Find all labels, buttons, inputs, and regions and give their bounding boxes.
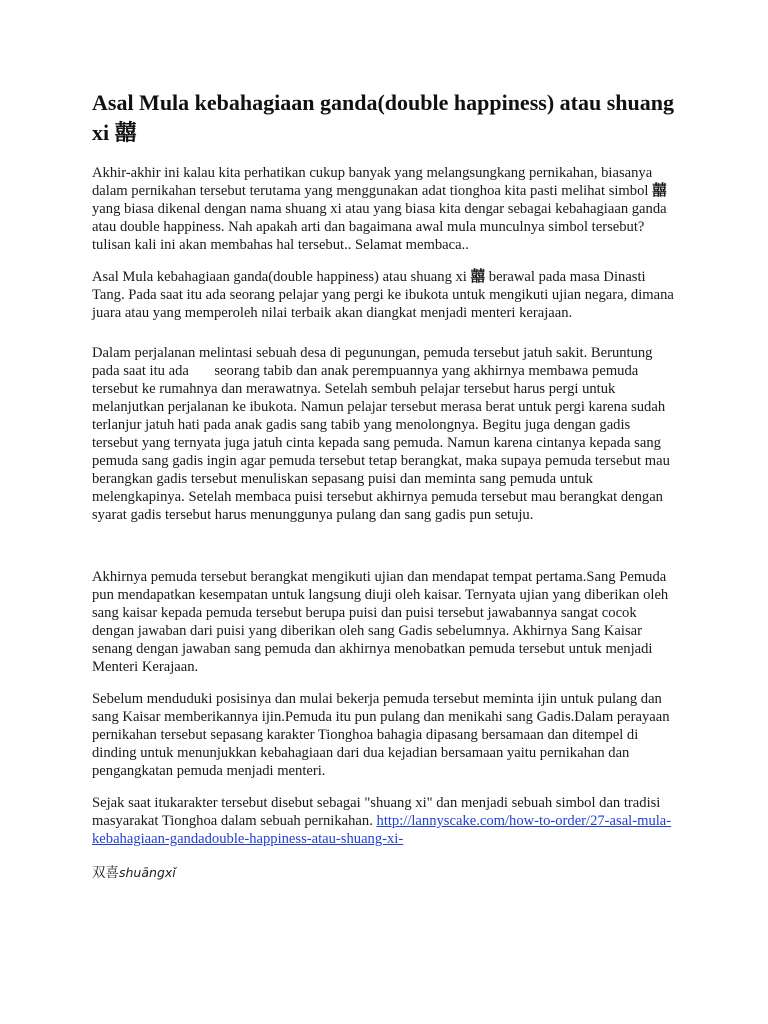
footer-hanzi: 双喜: [92, 865, 119, 881]
page-title: [92, 88, 678, 149]
paragraph-tradition: [92, 794, 678, 848]
paragraph-intro: [92, 164, 678, 254]
footer-pinyin: shuāngxǐ: [119, 865, 176, 880]
intro-text-b: yang biasa dikenal dengan nama shuang xi atau yang biasa kita dengar sebagai kebahagiaan ganda atau double happiness. Nah apakah arti dan bagaimana awal mula munculnya simbol tersebut? tulisan kali ini akan membahas hal tersebut.. Selamat membaca..: [92, 201, 667, 253]
origin-shuangxi-glyph: 囍: [470, 268, 486, 285]
tradition-text: Sejak saat itukarakter tersebut disebut sebagai "shuang xi" dan menjadi sebuah simbol dan tradisi masyarakat Tionghoa dalam sebuah pernikahan.: [92, 795, 661, 829]
shuangxi-footer: [92, 864, 678, 882]
title-text: Asal Mula kebahagiaan ganda(double happiness) atau shuang xi: [92, 90, 674, 145]
paragraph-origin: [92, 268, 678, 322]
paragraph-journey: Dalam perjalanan melintasi sebuah desa di pegunungan, pemuda tersebut jatuh sakit. Beruntung pada saat itu ada seorang tabib dan anak perempuannya yang akhirnya membawa pemuda tersebut ke rumahnya dan merawatnya. Setelah sembuh pelajar tersebut harus pergi untuk melanjutkan perjalanan ke ibukota. Namun pelajar tersebut merasa berat untuk pergi karena sudah terlanjur jatuh hati pada anak gadis sang tabib yang menolongnya. Begitu juga dengan gadis tersebut yang ternyata juga jatuh cinta kepada sang pemuda. Namun karena cintanya kepada sang pemuda sang gadis ingin agar pemuda tersebut tetap berangkat, maka supaya pemuda tersebut mau berangkan gadis tersebut menuliskan sepasang puisi dan meminta sang pemuda untuk melengkapinya. Setelah membaca puisi tersebut akhirnya pemuda tersebut mau berangkat dengan syarat gadis tersebut harus menunggunya pulang dan sang gadis pun setuju.: [92, 345, 674, 523]
intro-shuangxi-glyph: 囍: [652, 182, 667, 199]
paragraph-wedding: Sebelum menduduki posisinya dan mulai bekerja pemuda tersebut meminta ijin untuk pulang dan sang Kaisar memberikannya ijin.Pemuda itu pun pulang dan menikahi sang Gadis.Dalam perayaan pernikahan tersebut sepasang karakter Tionghoa bahagia dipasang bersamaan dan ditempel di dinding untuk menunjukkan kebahagiaan dari dua kejadian bersamaan yaitu pernikahan dan pengangkatan pemuda menjadi menteri.: [92, 691, 670, 779]
title-shuangxi-glyph: 囍: [114, 121, 137, 146]
origin-text-a: Asal Mula kebahagiaan ganda(double happiness) atau shuang xi: [92, 269, 471, 285]
source-link[interactable]: http://lannyscake.com/how-to-order/27-asal-mula-kebahagiaan-gandadouble-happiness-atau-shuang-xi-: [92, 813, 672, 847]
paragraph-exam: Akhirnya pemuda tersebut berangkat mengikuti ujian dan mendapat tempat pertama.Sang Pemuda pun mendapatkan kesempatan untuk langsung diuji oleh kaisar. Ternyata ujian yang diberikan oleh sang kaisar kepada pemuda tersebut berupa puisi dan puisi tersebut jawabannya sangat cocok dengan jawaban dari puisi yang diberikan oleh sang Gadis sebelumnya. Akhirnya Sang Kaisar senang dengan jawaban sang pemuda dan akhirnya menobatkan pemuda tersebut untuk menjadi Menteri Kerajaan.: [92, 569, 669, 675]
origin-text-b: berawal pada masa Dinasti Tang. Pada saat itu ada seorang pelajar yang pergi ke ibukota untuk mengikuti ujian negara, dimana juara atau yang memperoleh nilai terbaik akan diangkat menjadi menteri kerajaan.: [92, 269, 674, 321]
intro-text-a: Akhir-akhir ini kalau kita perhatikan cukup banyak yang melangsungkang pernikahan, biasanya dalam pernikahan tersebut terutama yang menggunakan adat tionghoa kita pasti melihat simbol: [92, 165, 653, 199]
